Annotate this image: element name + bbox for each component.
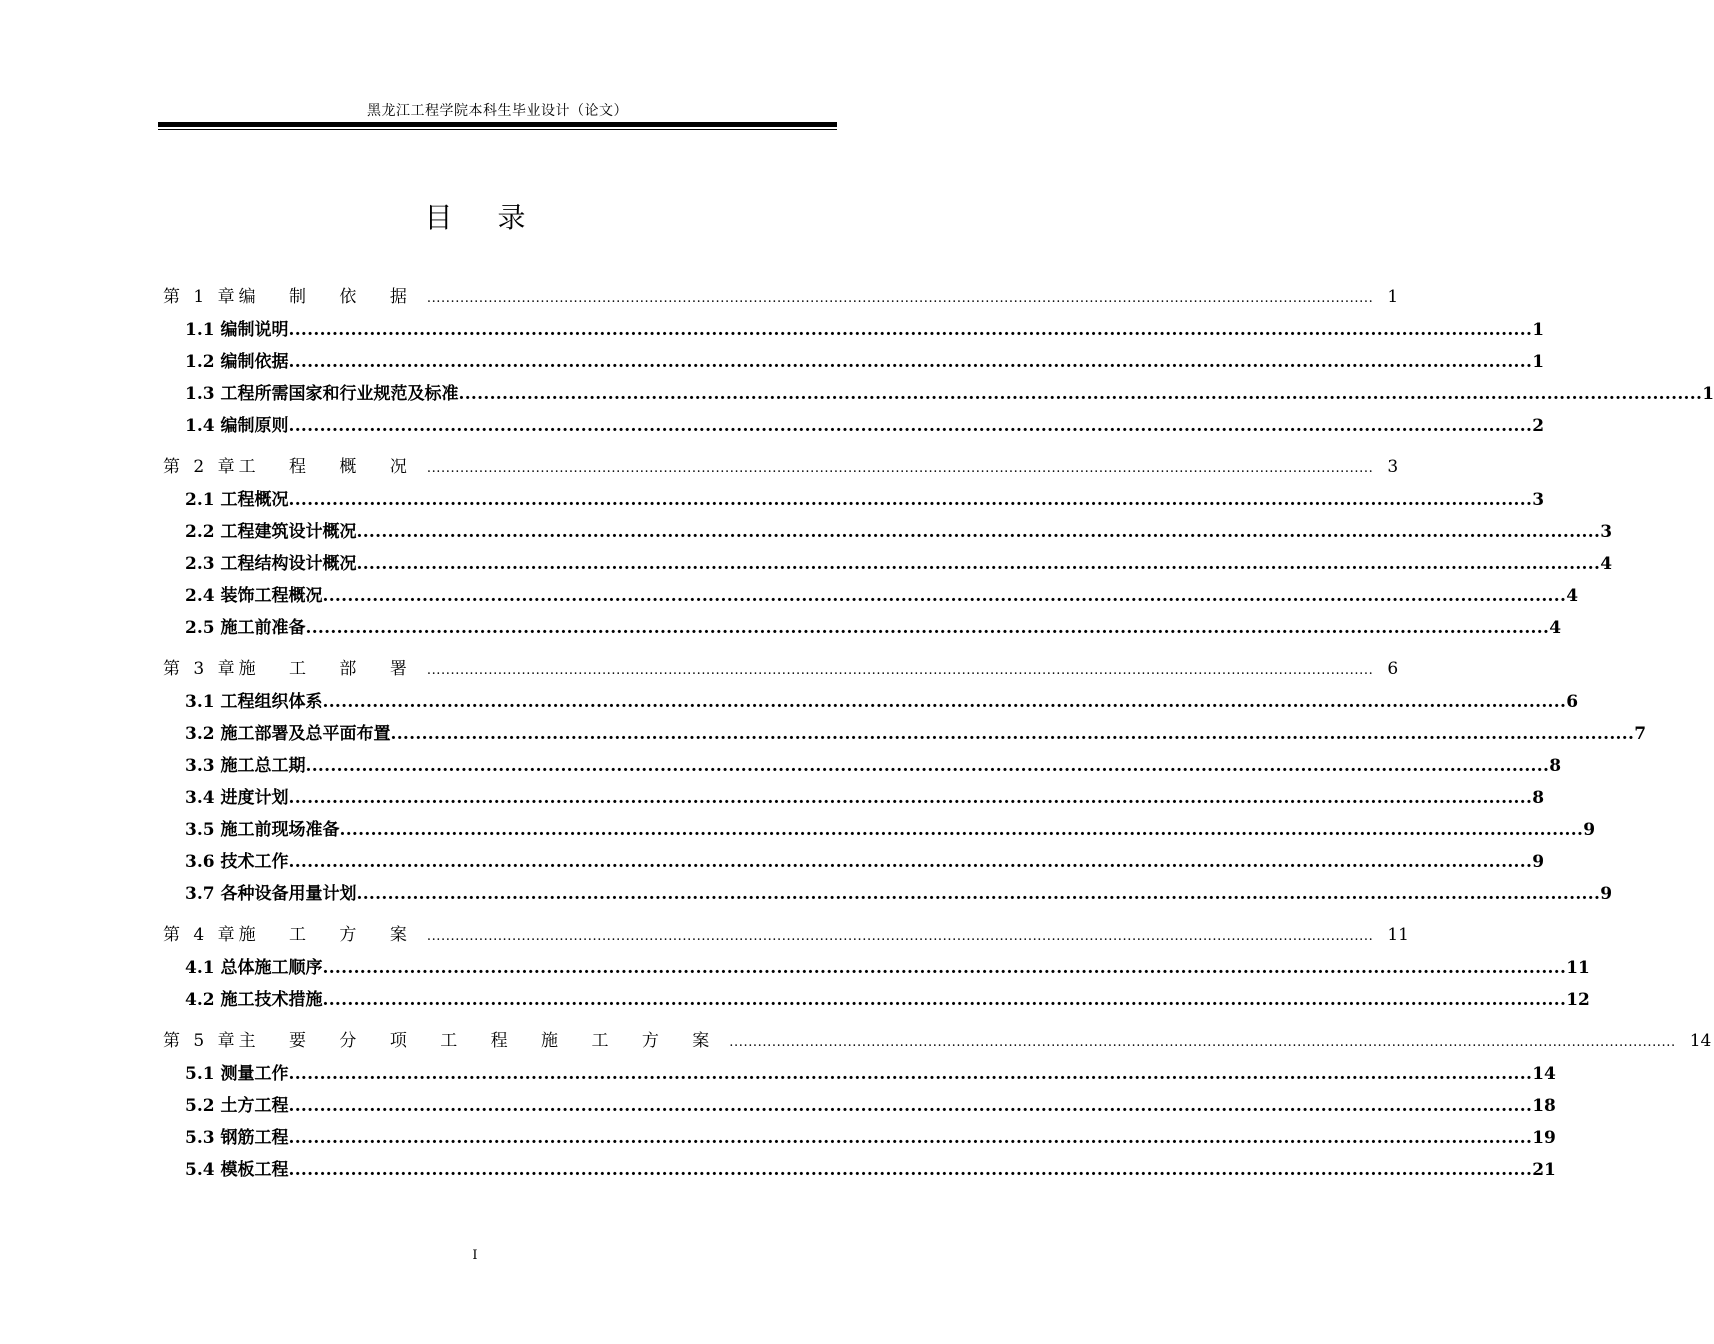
section-title: 施工前现场准备 bbox=[220, 820, 340, 840]
section-title: 各种设备用量计划 bbox=[220, 884, 357, 904]
dot-leader: ........................................................................................................................................................................................................ bbox=[288, 1160, 1533, 1180]
dot-leader: ........................................................................................................................................................................................................ bbox=[356, 554, 1601, 574]
section-number: 5.4 bbox=[185, 1160, 215, 1180]
header-rule-thick bbox=[158, 122, 837, 127]
section-label bbox=[185, 1090, 289, 1122]
section-number: 3.7 bbox=[185, 884, 215, 904]
section-label bbox=[185, 846, 289, 878]
section-number: 2.4 bbox=[185, 586, 215, 606]
section-label bbox=[185, 1058, 289, 1090]
dot-leader: ........................................................................................................................................................................................................ bbox=[288, 852, 1533, 872]
page-number: I bbox=[472, 1248, 478, 1263]
chapter-number: 第 1 章 bbox=[163, 287, 239, 307]
dot-leader: ........................................................................................................................................................................................................ bbox=[288, 320, 1533, 340]
toc-section-entry[interactable] bbox=[163, 952, 1590, 984]
toc-section-entry[interactable] bbox=[163, 346, 1545, 378]
section-title: 工程建筑设计概况 bbox=[220, 522, 357, 542]
section-number: 5.2 bbox=[185, 1096, 215, 1116]
section-title: 工程结构设计概况 bbox=[220, 554, 357, 574]
toc-section-entry[interactable] bbox=[163, 750, 1562, 782]
chapter-page-number: 11 bbox=[1387, 925, 1409, 945]
section-title: 工程所需国家和行业规范及标准 bbox=[220, 384, 459, 404]
dot-leader: ........................................................................................................................................................................................................ bbox=[288, 352, 1533, 372]
dot-leader: ........................................................................................................................................................................................................ bbox=[356, 884, 1601, 904]
section-label bbox=[185, 878, 357, 910]
section-label bbox=[185, 782, 289, 814]
section-page-number: 8 bbox=[1532, 788, 1545, 808]
section-number: 2.1 bbox=[185, 490, 215, 510]
section-page-number: 21 bbox=[1532, 1160, 1556, 1180]
dot-leader: ........................................................................................................................................................................................................ bbox=[305, 756, 1550, 776]
section-label bbox=[185, 1122, 289, 1154]
section-page-number: 9 bbox=[1583, 820, 1596, 840]
section-label bbox=[185, 548, 357, 580]
dot-leader: ........................................................................................................................................................................................................ bbox=[426, 461, 1374, 476]
chapter-page-number: 6 bbox=[1387, 659, 1399, 679]
section-title: 施工前准备 bbox=[220, 618, 306, 638]
dot-leader: ........................................................................................................................................................................................................ bbox=[288, 1096, 1533, 1116]
section-number: 2.2 bbox=[185, 522, 215, 542]
toc-section-entry[interactable] bbox=[163, 782, 1545, 814]
dot-leader: ........................................................................................................................................................................................................ bbox=[322, 586, 1567, 606]
section-page-number: 3 bbox=[1600, 522, 1613, 542]
section-title: 施工总工期 bbox=[220, 756, 306, 776]
section-title: 进度计划 bbox=[220, 788, 289, 808]
dot-leader: ........................................................................................................................................................................................................ bbox=[288, 416, 1533, 436]
section-number: 2.3 bbox=[185, 554, 215, 574]
dot-leader: ........................................................................................................................................................................................................ bbox=[288, 1064, 1533, 1084]
dot-leader: ........................................................................................................................................................................................................ bbox=[322, 958, 1567, 978]
dot-leader: ........................................................................................................................................................................................................ bbox=[356, 522, 1601, 542]
section-label bbox=[185, 1154, 289, 1186]
chapter-title: 编 制 依 据 bbox=[238, 287, 421, 307]
section-title: 装饰工程概况 bbox=[220, 586, 323, 606]
dot-leader: ........................................................................................................................................................................................................ bbox=[426, 663, 1374, 678]
section-page-number: 8 bbox=[1549, 756, 1562, 776]
section-number: 3.3 bbox=[185, 756, 215, 776]
toc-section-entry[interactable] bbox=[163, 314, 1545, 346]
section-page-number: 18 bbox=[1532, 1096, 1556, 1116]
section-page-number: 1 bbox=[1532, 320, 1545, 340]
chapter-number: 第 2 章 bbox=[163, 457, 239, 477]
toc-section-entry[interactable] bbox=[163, 548, 1613, 580]
toc-section-entry[interactable] bbox=[163, 410, 1545, 442]
toc-chapter-entry[interactable] bbox=[163, 450, 1399, 484]
section-label bbox=[185, 686, 323, 718]
chapter-title: 施 工 部 署 bbox=[238, 659, 421, 679]
section-label bbox=[185, 750, 306, 782]
section-page-number: 4 bbox=[1549, 618, 1562, 638]
chapter-title: 工 程 概 况 bbox=[238, 457, 421, 477]
section-number: 1.4 bbox=[185, 416, 215, 436]
toc-chapter-entry[interactable] bbox=[163, 280, 1399, 314]
section-title: 编制依据 bbox=[220, 352, 289, 372]
section-title: 工程概况 bbox=[220, 490, 289, 510]
chapter-page-number: 14 bbox=[1689, 1031, 1712, 1051]
section-title: 施工技术措施 bbox=[220, 990, 323, 1010]
section-label bbox=[185, 580, 323, 612]
toc-section-entry[interactable] bbox=[163, 1058, 1556, 1090]
section-number: 1.3 bbox=[185, 384, 215, 404]
section-page-number: 19 bbox=[1532, 1128, 1556, 1148]
page-title: 目 录 bbox=[424, 201, 544, 234]
section-page-number: 9 bbox=[1600, 884, 1613, 904]
toc-section-entry[interactable] bbox=[163, 1154, 1556, 1186]
section-number: 5.1 bbox=[185, 1064, 215, 1084]
section-label bbox=[185, 314, 289, 346]
section-label bbox=[185, 484, 289, 516]
chapter-title: 主 要 分 项 工 程 施 工 方 案 bbox=[238, 1031, 724, 1051]
toc-section-entry[interactable] bbox=[163, 484, 1545, 516]
section-page-number: 6 bbox=[1566, 692, 1579, 712]
section-number: 3.4 bbox=[185, 788, 215, 808]
toc-section-entry[interactable] bbox=[163, 984, 1590, 1016]
section-number: 5.3 bbox=[185, 1128, 215, 1148]
chapter-number: 第 3 章 bbox=[163, 659, 239, 679]
section-title: 模板工程 bbox=[220, 1160, 289, 1180]
toc-section-entry[interactable] bbox=[163, 612, 1562, 644]
section-page-number: 3 bbox=[1532, 490, 1545, 510]
section-label bbox=[185, 984, 323, 1016]
table-of-contents bbox=[163, 280, 1714, 1186]
toc-section-entry[interactable] bbox=[163, 686, 1579, 718]
section-title: 工程组织体系 bbox=[220, 692, 323, 712]
dot-leader: ........................................................................................................................................................................................................ bbox=[288, 788, 1533, 808]
section-label bbox=[185, 516, 357, 548]
section-page-number: 7 bbox=[1634, 724, 1647, 744]
toc-section-entry[interactable] bbox=[163, 378, 1714, 410]
toc-section-entry[interactable] bbox=[163, 846, 1545, 878]
section-title: 钢筋工程 bbox=[220, 1128, 289, 1148]
section-label bbox=[185, 378, 459, 410]
dot-leader: ........................................................................................................................................................................................................ bbox=[426, 929, 1374, 944]
section-page-number: 4 bbox=[1600, 554, 1613, 574]
section-number: 3.5 bbox=[185, 820, 215, 840]
section-page-number: 1 bbox=[1532, 352, 1545, 372]
dot-leader: ........................................................................................................................................................................................................ bbox=[322, 990, 1567, 1010]
section-title: 技术工作 bbox=[220, 852, 289, 872]
header-rule-thin bbox=[158, 129, 837, 130]
section-label bbox=[185, 410, 289, 442]
section-number: 4.2 bbox=[185, 990, 215, 1010]
dot-leader: ........................................................................................................................................................................................................ bbox=[339, 820, 1584, 840]
section-page-number: 9 bbox=[1532, 852, 1545, 872]
section-page-number: 2 bbox=[1532, 416, 1545, 436]
dot-leader: ........................................................................................................................................................................................................ bbox=[305, 618, 1550, 638]
section-number: 1.2 bbox=[185, 352, 215, 372]
running-header: 黑龙江工程学院本科生毕业设计（论文） bbox=[367, 103, 628, 119]
dot-leader: ........................................................................................................................................................................................................ bbox=[390, 724, 1635, 744]
toc-section-entry[interactable] bbox=[163, 1122, 1556, 1154]
section-title: 编制说明 bbox=[220, 320, 289, 340]
toc-section-entry[interactable] bbox=[163, 814, 1596, 846]
dot-leader: ........................................................................................................................................................................................................ bbox=[458, 384, 1703, 404]
section-page-number: 12 bbox=[1566, 990, 1590, 1010]
section-label bbox=[185, 952, 323, 984]
dot-leader: ........................................................................................................................................................................................................ bbox=[288, 1128, 1533, 1148]
section-title: 总体施工顺序 bbox=[220, 958, 323, 978]
toc-section-entry[interactable] bbox=[163, 1090, 1556, 1122]
section-title: 施工部署及总平面布置 bbox=[220, 724, 391, 744]
chapter-page-number: 3 bbox=[1387, 457, 1399, 477]
section-page-number: 1 bbox=[1702, 384, 1714, 404]
toc-chapter-entry[interactable] bbox=[163, 652, 1399, 686]
section-label bbox=[185, 718, 391, 750]
chapter-page-number: 1 bbox=[1387, 287, 1399, 307]
section-title: 测量工作 bbox=[220, 1064, 289, 1084]
section-number: 3.1 bbox=[185, 692, 215, 712]
toc-section-entry[interactable] bbox=[163, 580, 1579, 612]
dot-leader: ........................................................................................................................................................................................................ bbox=[288, 490, 1533, 510]
chapter-number: 第 4 章 bbox=[163, 925, 239, 945]
toc-section-entry[interactable] bbox=[163, 516, 1613, 548]
section-page-number: 11 bbox=[1566, 958, 1590, 978]
section-number: 3.2 bbox=[185, 724, 215, 744]
section-title: 编制原则 bbox=[220, 416, 289, 436]
section-number: 3.6 bbox=[185, 852, 215, 872]
dot-leader: ........................................................................................................................................................................................................ bbox=[729, 1035, 1676, 1050]
section-title: 土方工程 bbox=[220, 1096, 289, 1116]
section-label bbox=[185, 612, 306, 644]
toc-chapter-entry[interactable] bbox=[163, 918, 1409, 952]
section-number: 4.1 bbox=[185, 958, 215, 978]
toc-chapter-entry[interactable] bbox=[163, 1024, 1712, 1058]
section-label bbox=[185, 814, 340, 846]
section-label bbox=[185, 346, 289, 378]
section-number: 2.5 bbox=[185, 618, 215, 638]
chapter-title: 施 工 方 案 bbox=[238, 925, 421, 945]
dot-leader: ........................................................................................................................................................................................................ bbox=[322, 692, 1567, 712]
chapter-number: 第 5 章 bbox=[163, 1031, 239, 1051]
dot-leader: ........................................................................................................................................................................................................ bbox=[426, 291, 1374, 306]
section-page-number: 4 bbox=[1566, 586, 1579, 606]
toc-section-entry[interactable] bbox=[163, 718, 1647, 750]
section-page-number: 14 bbox=[1532, 1064, 1556, 1084]
toc-section-entry[interactable] bbox=[163, 878, 1613, 910]
section-number: 1.1 bbox=[185, 320, 215, 340]
